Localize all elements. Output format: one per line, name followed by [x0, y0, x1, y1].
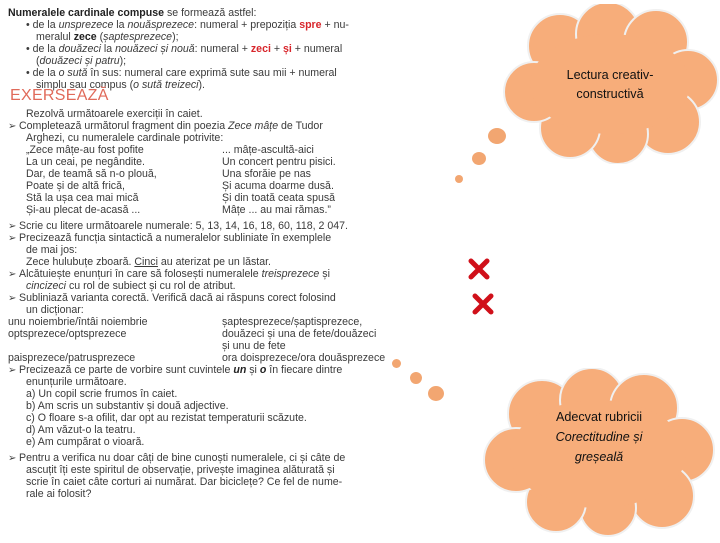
poem-left-1: „Zece mâțe-au fost pofite [26, 144, 144, 156]
exercise-4-example: Zece hulubuțe zboară. Cinci au aterizat pe un lăstar. [26, 256, 271, 268]
thought-bubble-dot [488, 128, 506, 144]
pair-right-4: ora doisprezece/ora douăsprezece [222, 352, 386, 364]
thought-bubble-dot [410, 372, 422, 384]
poem-right-3: Una sforăie pe nas [222, 168, 311, 180]
poem-right-5: Și din toată ceata spusă [222, 192, 336, 204]
exercise-8: ➢ Pentru a verifica nu doar câți de bine cunoști numeralele, ci și câte de [8, 452, 346, 464]
rule-bullet-1-cont: meralul zece (șaptesprezece); [36, 31, 179, 43]
exercise-6-cont: un dicționar: [26, 304, 84, 316]
thought-cloud-top [500, 4, 720, 164]
arrow-bullet-icon: ➢ [8, 293, 17, 304]
cloud-top-line-1: Lectura creativ- [566, 68, 654, 82]
textbook-page [8, 8, 393, 536]
poem-right-4: Și acuma doarme dusă. [222, 180, 334, 192]
exercise-intro: Rezolvă următoarele exerciții în caiet. [26, 108, 203, 120]
arrow-bullet-icon: ➢ [8, 365, 17, 376]
arrow-bullet-icon: ➢ [8, 269, 17, 280]
thought-bubble-dot [392, 359, 401, 368]
pair-right-2: douăzeci și una de fete/douăzeci [222, 328, 377, 340]
exercise-6: ➢ Subliniază varianta corectă. Verifică dacă ai răspuns corect folosind [8, 292, 336, 304]
rule-bullet-2-cont: (douăzeci și patru); [36, 55, 127, 67]
exercise-7-item-b: b) Am scris un substantiv și două adjective. [26, 400, 229, 412]
exercise-8-cont-2: scrie în caiet câte corturi ai numărat. Dar biciclețe? Ce fel de nume- [26, 476, 343, 488]
exercise-7-item-d: d) Am văzut-o la teatru. [26, 424, 136, 436]
pair-right-3: și unu de fete [222, 340, 286, 352]
poem-left-5: Stă la ușa cea mai mică [26, 192, 139, 204]
poem-left-2: La un ceai, pe negândite. [26, 156, 145, 168]
exercise-7-cont: enunțurile următoare. [26, 376, 127, 388]
thought-bubble-dot [455, 175, 463, 183]
exercise-7-item-e: e) Am cumpărat o vioară. [26, 436, 145, 448]
exercise-3: ➢ Scrie cu litere următoarele numerale: 5, 13, 14, 16, 18, 60, 118, 2 047. [8, 220, 348, 232]
cloud-bottom-line-2: Corectitudine și [555, 430, 643, 444]
intro-line-1: Numeralele cardinale compuse se formează astfel: [8, 7, 257, 19]
rule-bullet-3: • de la o sută în sus: numeral care exprimă sute sau mii + numeral [26, 67, 337, 79]
exercise-7-item-c: c) O floare s-a ofilit, dar opt au rezistat temperaturii scăzute. [26, 412, 307, 424]
cloud-bottom-line-3: greșeală [574, 450, 624, 464]
exercise-5-cont: cincizeci cu rol de subiect și cu rol de atribut. [26, 280, 236, 292]
arrow-bullet-icon: ➢ [8, 233, 17, 244]
poem-left-3: Dar, de teamă să n-o plouă, [26, 168, 157, 180]
pair-left-1: unu noiembrie/întâi noiembrie [8, 316, 148, 328]
exercise-5: ➢ Alcătuiește enunțuri în care să folosești numeralele treisprezece și [8, 268, 330, 280]
poem-right-2: Un concert pentru pisici. [222, 156, 336, 168]
section-title: EXERSEAZĂ [10, 87, 109, 104]
rule-bullet-3-cont: simplu sau compus (o sută treizeci). [36, 79, 205, 91]
thought-cloud-bottom [480, 368, 718, 538]
arrow-bullet-icon: ➢ [8, 121, 17, 132]
poem-left-4: Poate și de altă frică, [26, 180, 125, 192]
x-mark-icon [468, 258, 490, 280]
thought-bubble-dot [472, 152, 486, 165]
exercise-2: ➢ Completează următorul fragment din poezia Zece mâțe de Tudor [8, 120, 323, 132]
pair-right-1: șaptesprezece/șaptisprezece, [222, 316, 363, 328]
exercise-8-cont-1: ascuțit îți este spiritul de observație, privește imaginea alăturată și [26, 464, 335, 476]
cloud-bottom-line-1: Adecvat rubricii [555, 410, 643, 424]
cloud-top-line-2: constructivă [576, 87, 644, 101]
rule-bullet-1: • de la unsprezece la nouăsprezece: numeral + prepoziția spre + nu- [26, 19, 349, 31]
arrow-bullet-icon: ➢ [8, 453, 17, 464]
exercise-2-cont: Arghezi, cu numeralele cardinale potrivite: [26, 132, 224, 144]
exercise-7: ➢ Precizează ce parte de vorbire sunt cuvintele un și o în fiecare dintre [8, 364, 343, 376]
pair-left-2: optsprezece/optsprezece [8, 328, 127, 340]
thought-bubble-dot [428, 386, 444, 401]
poem-right-6: Mâțe ... au mai rămas.” [222, 204, 331, 216]
poem-left-6: Și-au plecat de-acasă ... [26, 204, 141, 216]
arrow-bullet-icon: ➢ [8, 221, 17, 232]
pair-left-4: paisprezece/patrusprezece [8, 352, 136, 364]
exercise-7-item-a: a) Un copil scrie frumos în caiet. [26, 388, 178, 400]
exercise-8-cont-3: rale ai folosit? [26, 488, 92, 500]
rule-bullet-2: • de la douăzeci la nouăzeci și nouă: numeral + zeci + și + numeral [26, 43, 343, 55]
exercise-4: ➢ Precizează funcția sintactică a numeralelor subliniate în exemplele [8, 232, 332, 244]
x-mark-icon [472, 293, 494, 315]
exercise-4-cont: de mai jos: [26, 244, 78, 256]
poem-right-1: ... mâțe-ascultă-aici [222, 144, 314, 156]
